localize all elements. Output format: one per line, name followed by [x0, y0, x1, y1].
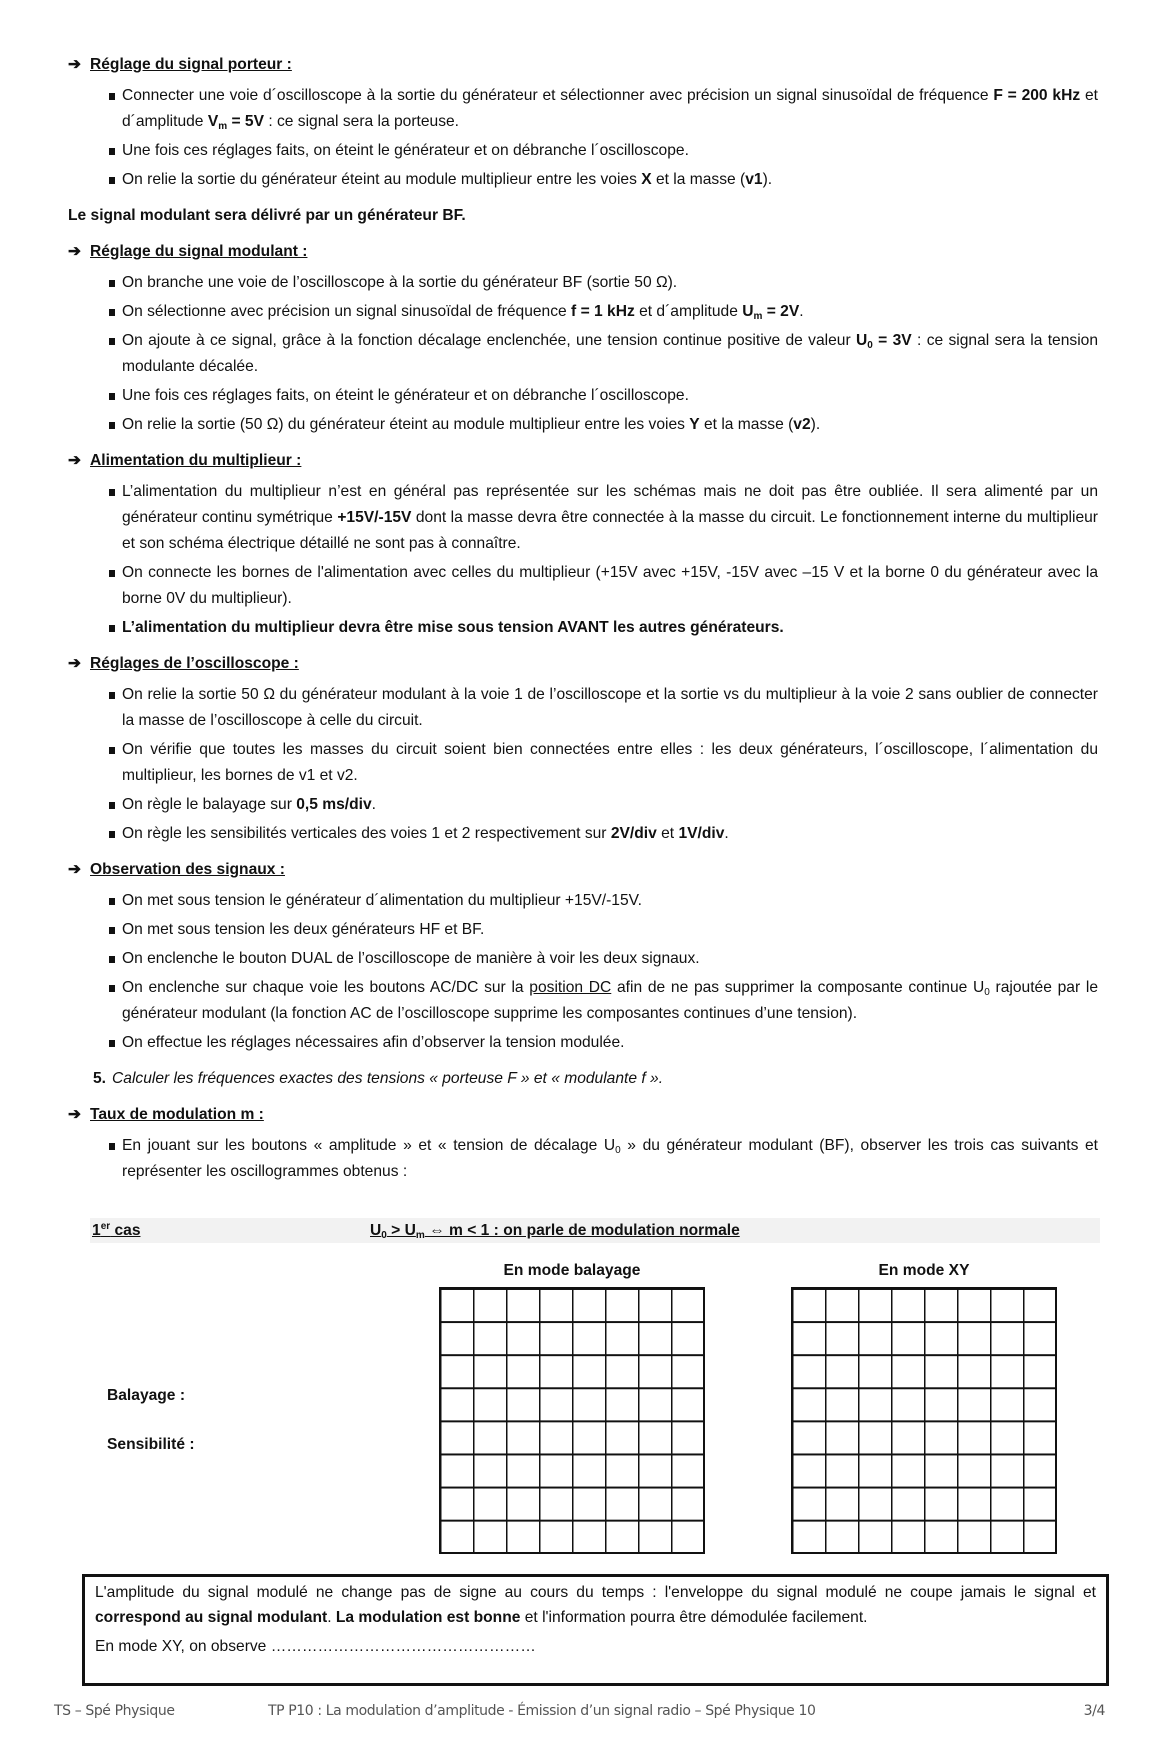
square-bullet-icon: [109, 802, 115, 809]
text-segment: v2: [793, 416, 811, 433]
text-segment: On met sous tension les deux générateurs HF et BF.: [122, 921, 485, 938]
text-segment: On met sous tension le générateur d´alimentation du multiplieur +15V/-15V.: [122, 892, 642, 909]
list-item: [122, 792, 1098, 818]
oscillogram-grid-balayage: [439, 1287, 705, 1554]
text-segment: dont la masse devra être connectée à la masse du circuit. Le fonctionnement interne du multiplieur et son schéma électrique détaillé ne sont pas à connaître.: [122, 509, 1098, 552]
square-bullet-icon: [109, 422, 115, 429]
text-segment: F = 200 kHz: [993, 87, 1081, 104]
arrow-right-icon: ➔: [68, 243, 82, 260]
text-segment: On connecte les bornes de l'alimentation avec celles du multiplieur (+15V avec +15V, -15V avec –15 V et la borne 0 du générateur avec la borne 0V du multiplieur).: [122, 564, 1098, 607]
oscillogram-grid-xy: [791, 1287, 1057, 1554]
text-segment: 0,5 ms/div: [296, 796, 372, 813]
text-segment: ⇔ m < 1 : on parle de modulation normale: [424, 1222, 740, 1239]
case-condition: [370, 1218, 740, 1243]
text-segment: U: [370, 1222, 382, 1239]
text-segment: X: [641, 171, 652, 188]
text-segment: f = 1 kHz: [571, 303, 635, 320]
text-segment: U: [856, 332, 868, 349]
list-item: [122, 1030, 1098, 1056]
section: [68, 857, 1098, 1056]
text-segment: = 3V: [872, 332, 912, 349]
text-segment: ).: [810, 416, 821, 433]
section: [68, 52, 1098, 193]
text-segment: La modulation est bonne: [335, 1609, 521, 1626]
footer-page-number: 3/4: [1083, 1703, 1105, 1719]
list-item: [122, 270, 1098, 296]
text-segment: On effectue les réglages nécessaires afin d’observer la tension modulée.: [122, 1034, 625, 1051]
text-segment: et: [656, 825, 679, 842]
text-segment: On vérifie que toutes les masses du circuit soient bien connectées entre elles : les deux générateurs, l´oscilloscope, l´alimentation du multiplieur, les bornes de v1 et v2.: [122, 741, 1098, 784]
text-segment: On enclenche sur chaque voie les boutons AC/DC sur la: [122, 979, 530, 996]
list-item: [122, 737, 1098, 789]
section-heading: [68, 651, 1098, 677]
bullet-list: [68, 682, 1098, 847]
bullet-list: [68, 1133, 1098, 1185]
text-segment: et l'information pourra être démodulée facilement.: [520, 1609, 868, 1626]
case-label: [92, 1218, 141, 1243]
list-item: [122, 83, 1098, 135]
arrow-right-icon: ➔: [68, 452, 82, 469]
text-segment: m: [753, 311, 763, 322]
text-segment: On règle les sensibilités verticales des voies 1 et 2 respectivement sur: [122, 825, 611, 842]
text-segment: L’alimentation du multiplieur n’est en général pas représentée sur les schémas mais ne doit pas être oubliée. Il sera alimenté par un générateur continu symétrique: [122, 483, 1098, 526]
footer-left: TS – Spé Physique: [54, 1703, 175, 1719]
arrow-right-icon: ➔: [68, 655, 82, 672]
text-segment: afin de ne pas supprimer la composante continue U: [611, 979, 985, 996]
bullet-list: [68, 479, 1098, 641]
square-bullet-icon: [109, 831, 115, 838]
section: [68, 1066, 1098, 1092]
text-segment: correspond au signal modulant: [95, 1609, 328, 1626]
square-bullet-icon: [109, 692, 115, 699]
text-segment: On relie la sortie (50 Ω) du générateur éteint au module multiplieur entre les voies: [122, 416, 690, 433]
text-segment: 1V/div: [678, 825, 725, 842]
text-segment: .: [799, 303, 804, 320]
square-bullet-icon: [109, 1040, 115, 1047]
square-bullet-icon: [109, 280, 115, 287]
square-bullet-icon: [109, 393, 115, 400]
heading-text: Réglage du signal porteur :: [90, 56, 292, 73]
statement: Le signal modulant sera délivré par un générateur BF.: [68, 207, 466, 224]
section: [68, 448, 1098, 641]
square-bullet-icon: [109, 898, 115, 905]
list-item: [122, 946, 1098, 972]
text-segment: .: [371, 796, 376, 813]
list-item: [122, 479, 1098, 557]
square-bullet-icon: [109, 1143, 115, 1150]
text-segment: = 2V: [762, 303, 800, 320]
text-segment: Une fois ces réglages faits, on éteint le générateur et on débranche l´oscilloscope.: [122, 387, 689, 404]
arrow-right-icon: ➔: [68, 861, 82, 878]
text-segment: Une fois ces réglages faits, on éteint le générateur et on débranche l´oscilloscope.: [122, 142, 689, 159]
case-row: [90, 1218, 1100, 1243]
text-segment: rajoutée par le générateur modulant (la fonction AC de l’oscilloscope supprime les composantes continues d’une tension).: [122, 979, 1098, 1022]
text-segment: et la masse (: [651, 171, 746, 188]
square-bullet-icon: [109, 93, 115, 100]
text-segment: .: [327, 1609, 336, 1626]
list-item: [122, 383, 1098, 409]
square-bullet-icon: [109, 338, 115, 345]
text-segment: L'amplitude du signal modulé ne change pas de signe au cours du temps : l'enveloppe du signal modulé ne coupe jamais le signal et: [95, 1584, 1096, 1601]
square-bullet-icon: [109, 747, 115, 754]
list-item: [122, 328, 1098, 380]
grid-title-xy: En mode XY: [878, 1262, 970, 1279]
list-item: [122, 138, 1098, 164]
square-bullet-icon: [109, 570, 115, 577]
text-segment: position DC: [529, 979, 612, 996]
text-segment: Y: [689, 416, 700, 433]
text-segment: 0: [867, 340, 873, 351]
text-segment: 0: [984, 987, 990, 998]
text-segment: On règle le balayage sur: [122, 796, 297, 813]
list-item: [122, 682, 1098, 734]
text-segment: L’alimentation du multiplieur devra être mise sous tension AVANT les autres générateurs.: [122, 619, 784, 636]
text-segment: v1: [745, 171, 763, 188]
bullet-list: [68, 888, 1098, 1056]
text-segment: .: [724, 825, 729, 842]
square-bullet-icon: [109, 927, 115, 934]
list-item: [122, 975, 1098, 1027]
text-segment: m: [218, 121, 228, 132]
text-segment: m: [415, 1230, 425, 1241]
arrow-right-icon: ➔: [68, 1106, 82, 1123]
text-segment: » du générateur modulant (BF), observer les trois cas suivants et représenter les oscillogrammes obtenus :: [122, 1137, 1098, 1180]
text-segment: 2V/div: [610, 825, 657, 842]
text-segment: ).: [762, 171, 773, 188]
answer-box: [82, 1574, 1109, 1686]
grid-title-balayage: En mode balayage: [503, 1262, 641, 1279]
bullet-list: [68, 83, 1098, 193]
text-segment: En jouant sur les boutons « amplitude » et « tension de décalage U: [122, 1137, 616, 1154]
balayage-label: Balayage :: [107, 1387, 186, 1404]
text-segment: 0: [381, 1230, 387, 1241]
text-segment: On enclenche le bouton DUAL de l’oscilloscope de manière à voir les deux signaux.: [122, 950, 700, 967]
heading-text: Taux de modulation m :: [90, 1106, 264, 1123]
square-bullet-icon: [109, 985, 115, 992]
list-item: [122, 412, 1098, 438]
text-segment: : ce signal sera la porteuse.: [263, 113, 460, 130]
text-segment: : ce signal sera la tension modulante décalée.: [122, 332, 1099, 375]
heading-text: Alimentation du multiplieur :: [90, 452, 302, 469]
text-segment: 1: [92, 1222, 101, 1239]
text-segment: et d´amplitude: [634, 303, 743, 320]
answer-paragraph: [95, 1580, 1096, 1630]
text-segment: +15V/-15V: [337, 509, 412, 526]
arrow-right-icon: ➔: [68, 56, 82, 73]
text-segment: 0: [615, 1145, 621, 1156]
text-segment: U: [742, 303, 754, 320]
section-heading: [68, 448, 1098, 474]
document-body: [68, 52, 1098, 1185]
question-number: 5.: [93, 1070, 107, 1087]
section: [68, 651, 1098, 847]
text-segment: cas: [110, 1222, 141, 1239]
text-segment: et la masse (: [699, 416, 794, 433]
square-bullet-icon: [109, 148, 115, 155]
text-segment: er: [100, 1221, 111, 1232]
answer-xy-line: En mode XY, on observe ……………………………………………: [95, 1638, 536, 1655]
text-segment: On relie la sortie du générateur éteint au module multiplieur entre les voies: [122, 171, 642, 188]
text-segment: > U: [386, 1222, 416, 1239]
footer-center: TP P10 : La modulation d’amplitude - Émission d’un signal radio – Spé Physique 10: [268, 1703, 816, 1719]
text-segment: On sélectionne avec précision un signal sinusoïdal de fréquence: [122, 303, 572, 320]
square-bullet-icon: [109, 309, 115, 316]
heading-text: Observation des signaux :: [90, 861, 285, 878]
list-item: [122, 821, 1098, 847]
section-heading: [68, 1102, 1098, 1128]
text-segment: On ajoute à ce signal, grâce à la fonction décalage enclenchée, une tension continue positive de valeur: [122, 332, 856, 349]
text-segment: = 5V: [227, 113, 264, 130]
square-bullet-icon: [109, 489, 115, 496]
heading-text: Réglages de l’oscilloscope :: [90, 655, 299, 672]
question: [68, 1066, 1098, 1092]
square-bullet-icon: [109, 625, 115, 632]
list-item: [122, 299, 1098, 325]
question-text: Calculer les fréquences exactes des tensions « porteuse F » et « modulante f ».: [112, 1070, 664, 1087]
square-bullet-icon: [109, 177, 115, 184]
list-item: [122, 615, 1098, 641]
section-heading: [68, 52, 1098, 78]
section: [68, 1102, 1098, 1185]
section: [68, 239, 1098, 438]
text-segment: On relie la sortie 50 Ω du générateur modulant à la voie 1 de l’oscilloscope et la sortie vs du multiplieur à la voie 2 sans oublier de connecter la masse de l’oscilloscope à celle du circuit.: [122, 686, 1098, 729]
list-item: [122, 560, 1098, 612]
list-item: [122, 888, 1098, 914]
text-segment: Connecter une voie d´oscilloscope à la sortie du générateur et sélectionner avec précision un signal sinusoïdal de fréquence: [122, 87, 994, 104]
section-heading: [68, 857, 1098, 883]
text-segment: et d´amplitude: [122, 87, 1098, 130]
list-item: [122, 167, 1098, 193]
bullet-list: [68, 270, 1098, 438]
heading-text: Réglage du signal modulant :: [90, 243, 308, 260]
section: [68, 203, 1098, 229]
square-bullet-icon: [109, 956, 115, 963]
list-item: [122, 1133, 1098, 1185]
text-segment: On branche une voie de l’oscilloscope à la sortie du générateur BF (sortie 50 Ω).: [122, 274, 678, 291]
list-item: [122, 917, 1098, 943]
section-heading: [68, 239, 1098, 265]
sensibilite-label: Sensibilité :: [107, 1436, 195, 1453]
text-segment: V: [207, 113, 219, 130]
